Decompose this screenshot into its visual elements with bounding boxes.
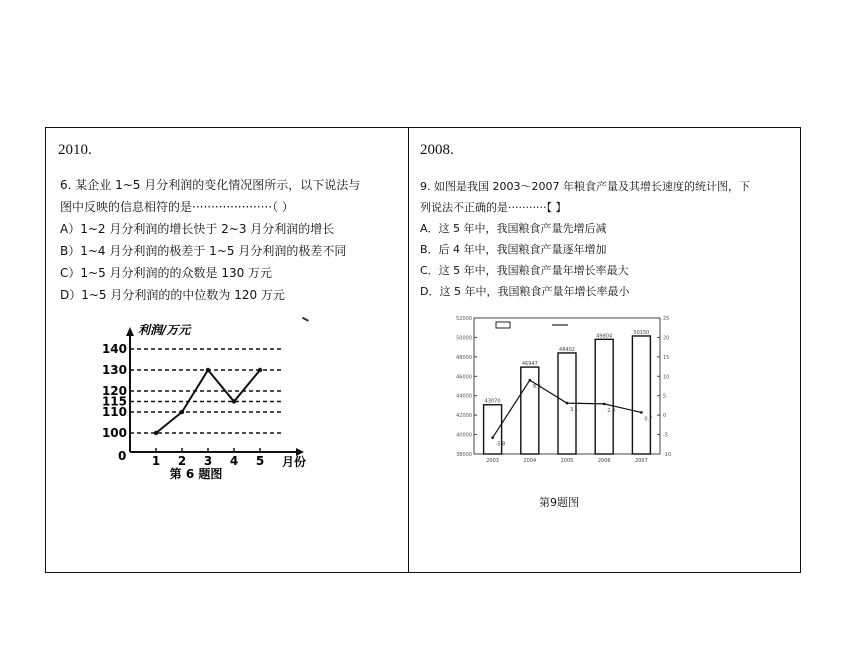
- option-d: D．这 5 年中，我国粮食产量年增长率最小: [420, 285, 630, 298]
- profit-point-month-5: [258, 368, 262, 372]
- y-axis-arrow: [126, 327, 134, 336]
- origin-label: 0: [118, 449, 127, 463]
- growth-point-2004: [529, 379, 532, 382]
- x-tick-label-2003: 2003: [486, 458, 499, 464]
- right-tick-label-0: 0: [663, 413, 667, 420]
- x-tick-label-2005: 2005: [560, 458, 574, 464]
- question-6: [60, 174, 360, 306]
- growth-point-2003: [491, 436, 494, 439]
- question-9-line-2: 列说法不正确的是···········【 】: [420, 201, 567, 214]
- output-bar-2006: [595, 339, 616, 454]
- bar-label-2006: 49804: [596, 333, 613, 340]
- bar-label-2003: 43070: [484, 398, 501, 405]
- option-a: A．这 5 年中，我国粮食产量先增后减: [420, 222, 607, 235]
- option-b: B．后 4 年中，我国粮食产量逐年增加: [420, 243, 607, 256]
- right-tick-label-20: 20: [663, 335, 670, 342]
- right-tick-label-10: 10: [663, 374, 670, 381]
- profit-point-month-4: [232, 399, 236, 403]
- left-tick-label-48000: 48000: [456, 354, 472, 361]
- option-b: B）1~4 月分利润的极差于 1~5 月分利润的极差不同: [60, 244, 347, 258]
- growth-label-2006: 2.9: [607, 407, 616, 414]
- left-tick-label-50000: 50000: [456, 335, 472, 342]
- growth-label-2004: 9.0: [532, 384, 541, 391]
- x-tick-label-2: 2: [177, 454, 187, 468]
- question-6-line-1: 6. 某企业 1~5 月分利润的变化情况图所示，以下说法与: [60, 178, 361, 192]
- chart-caption: 第 6 题图: [169, 467, 223, 481]
- bar-label-2007: 50150: [633, 329, 650, 336]
- profit-point-month-1: [154, 431, 158, 435]
- exam-comparison-frame: [45, 127, 801, 573]
- option-c: C）1~5 月分利润的的众数是 130 万元: [60, 266, 273, 280]
- growth-label-2005: 3.1: [570, 407, 578, 414]
- y-tick-label-140: 140: [101, 342, 127, 356]
- question-6-line-2: 图中反映的信息相符的是·····················（ ）: [60, 200, 294, 214]
- x-tick-label-2006: 2006: [597, 458, 611, 464]
- y-tick-label-115: 115: [101, 394, 127, 409]
- legend-bar-swatch: [496, 322, 510, 328]
- x-tick-label-2007: 2007: [635, 458, 648, 464]
- option-d: D）1~5 月分利润的的中位数为 120 万元: [60, 288, 285, 302]
- left-tick-label-44000: 44000: [456, 393, 472, 400]
- grain-output-chart-svg: [434, 308, 694, 468]
- y-tick-label-110: 110: [101, 405, 127, 419]
- x-tick-label-3: 3: [203, 454, 213, 468]
- x-axis-label: 月份: [282, 455, 307, 469]
- output-bar-2007: [632, 336, 653, 454]
- right-tick-label--10: -10: [663, 452, 672, 458]
- left-tick-label-42000: 42000: [456, 413, 472, 420]
- option-a: A）1~2 月分利润的增长快于 2~3 月分利润的增长: [60, 222, 335, 236]
- profit-line-chart-svg: [101, 318, 307, 481]
- right-tick-label-5: 5: [663, 393, 667, 400]
- bar-label-2005: 48402: [559, 346, 575, 353]
- x-tick-label-4: 4: [229, 454, 239, 468]
- grain-output-chart: [434, 308, 694, 472]
- right-tick-label-25: 25: [663, 316, 670, 322]
- right-tick-label-15: 15: [663, 354, 670, 361]
- y-tick-label-120: 120: [101, 384, 127, 398]
- profit-line-chart: [101, 318, 307, 482]
- profit-point-month-3: [206, 368, 210, 372]
- profit-point-month-2: [180, 410, 184, 414]
- growth-point-2005: [566, 402, 569, 405]
- left-tick-label-52000: 52000: [456, 316, 472, 322]
- right-tick-label--5: -5: [663, 432, 668, 439]
- growth-label-2007: 0.7: [644, 416, 653, 423]
- bar-label-2004: 46947: [521, 361, 538, 368]
- panel-2010: [46, 128, 408, 572]
- left-tick-label-46000: 46000: [456, 374, 472, 381]
- figure-9-caption: 第9题图: [539, 496, 579, 509]
- x-tick-label-1: 1: [151, 454, 161, 468]
- growth-label-2003: -5.8: [495, 441, 506, 448]
- year-label-2010: 2010.: [58, 142, 92, 158]
- left-tick-label-40000: 40000: [456, 432, 472, 439]
- left-tick-label-38000: 38000: [456, 452, 472, 458]
- question-9: [420, 176, 750, 302]
- growth-point-2006: [603, 403, 606, 406]
- y-axis-label: 利润/万元: [138, 323, 191, 337]
- question-9-line-1: 9. 如图是我国 2003～2007 年粮食产量及其增长速度的统计图，下: [420, 180, 750, 193]
- x-tick-label-2004: 2004: [523, 458, 537, 464]
- year-label-2008: 2008.: [420, 142, 454, 158]
- growth-point-2007: [640, 411, 643, 414]
- y-tick-label-100: 100: [101, 426, 127, 440]
- x-tick-label-5: 5: [255, 454, 265, 468]
- y-tick-label-130: 130: [101, 363, 127, 377]
- panel-2008: [409, 128, 801, 572]
- option-c: C．这 5 年中，我国粮食产量年增长率最大: [420, 264, 629, 277]
